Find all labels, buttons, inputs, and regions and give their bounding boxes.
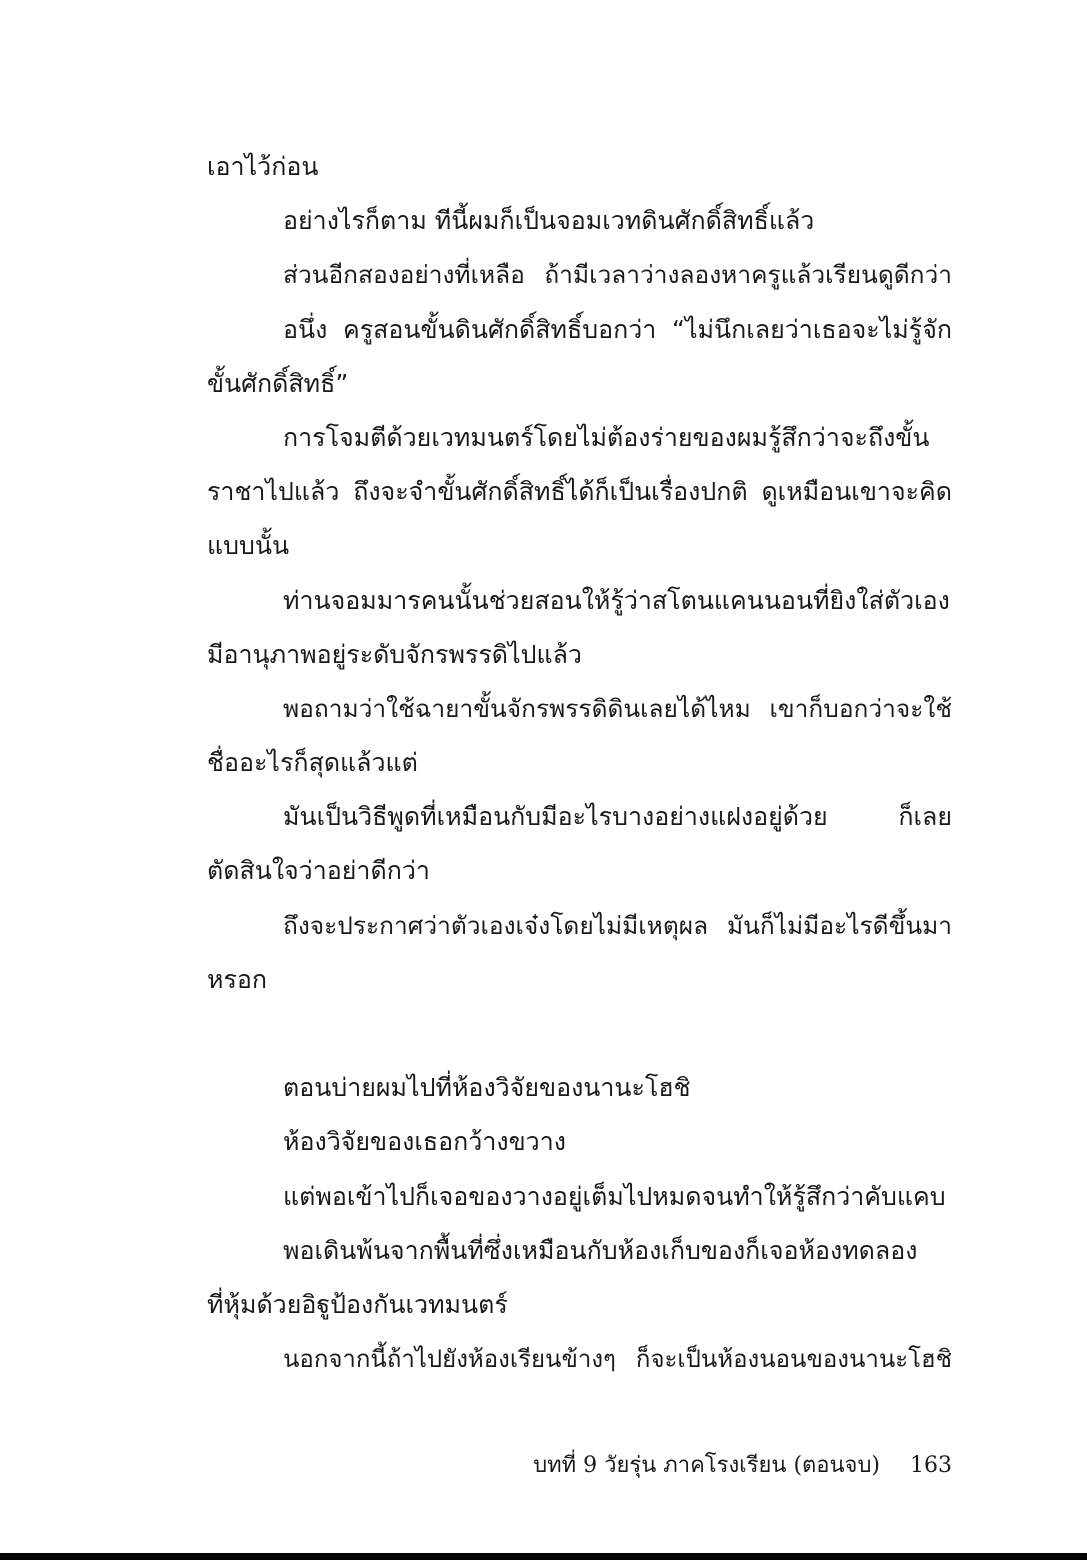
text-line: แต่พอเข้าไปก็เจอของวางอยู่เต็มไปหมดจนทำให้รู้สึกว่าคับแคบ [283, 1181, 946, 1211]
text-line: นอกจากนี้ถ้าไปยังห้องเรียนข้างๆ ก็จะเป็นห้องนอนของนานะโฮชิ [283, 1345, 952, 1374]
running-head: บทที่ 9 วัยรุ่น ภาคโรงเรียน (ตอนจบ) [533, 1453, 880, 1478]
text-line: ตัดสินใจว่าอย่าดีกว่า [207, 856, 430, 886]
text-line: ท่านจอมมารคนนั้นช่วยสอนให้รู้ว่าสโตนแคนนอนที่ยิงใส่ตัวเอง [283, 585, 950, 615]
text-line: พอถามว่าใช้ฉายาขั้นจักรพรรดิดินเลยได้ไหม เขาก็บอกว่าจะใช้ [283, 693, 952, 723]
text-line: การโจมตีด้วยเวทมนตร์โดยไม่ต้องร่ายของผมรู้สึกว่าจะถึงขั้น [283, 422, 930, 452]
text-line: ถึงจะประกาศว่าตัวเองเจ๋งโดยไม่มีเหตุผล มันก็ไม่มีอะไรดีขึ้นมา [283, 910, 952, 940]
text-line: มีอานุภาพอยู่ระดับจักรพรรดิไปแล้ว [207, 639, 582, 669]
text-line: เอาไว้ก่อน [207, 152, 319, 181]
text-line: ชื่ออะไรก็สุดแล้วแต่ [207, 748, 418, 778]
text-line: มันเป็นวิธีพูดที่เหมือนกับมีอะไรบางอย่างแฝงอยู่ด้วย ก็เลย [283, 802, 952, 832]
text-line: ส่วนอีกสองอย่างที่เหลือ ถ้ามีเวลาว่างลองหาครูแล้วเรียนดูดีกว่า [283, 260, 952, 290]
text-line: ราชาไปแล้ว ถึงจะจำขั้นศักดิ์สิทธิ์ได้ก็เป็นเรื่องปกติ ดูเหมือนเขาจะคิด [207, 477, 952, 507]
text-line: แบบนั้น [207, 531, 290, 561]
page-number: 163 [910, 1453, 952, 1478]
page-footer [533, 1448, 952, 1484]
text-line: พอเดินพ้นจากพื้นที่ซึ่งเหมือนกับห้องเก็บของก็เจอห้องทดลอง [283, 1235, 918, 1265]
text-line: ตอนบ่ายผมไปที่ห้องวิจัยของนานะโฮชิ [283, 1073, 691, 1103]
body-text [207, 140, 952, 1386]
bottom-edge-bar [0, 1553, 1087, 1560]
text-line: ห้องวิจัยของเธอกว้างขวาง [283, 1127, 566, 1157]
text-line: ขั้นศักดิ์สิทธิ์” [207, 368, 349, 398]
text-line: อนึ่ง ครูสอนขั้นดินศักดิ์สิทธิ์บอกว่า “ไม่นึกเลยว่าเธอจะไม่รู้จัก [283, 314, 952, 344]
text-line: หรอก [207, 964, 268, 994]
text-line: ที่หุ้มด้วยอิฐูป้องกันเวทมนตร์ [207, 1289, 508, 1319]
blank-line [207, 1007, 952, 1061]
text-line: อย่างไรก็ตาม ทีนี้ผมก็เป็นจอมเวทดินศักดิ์สิทธิ์แล้ว [283, 206, 815, 236]
